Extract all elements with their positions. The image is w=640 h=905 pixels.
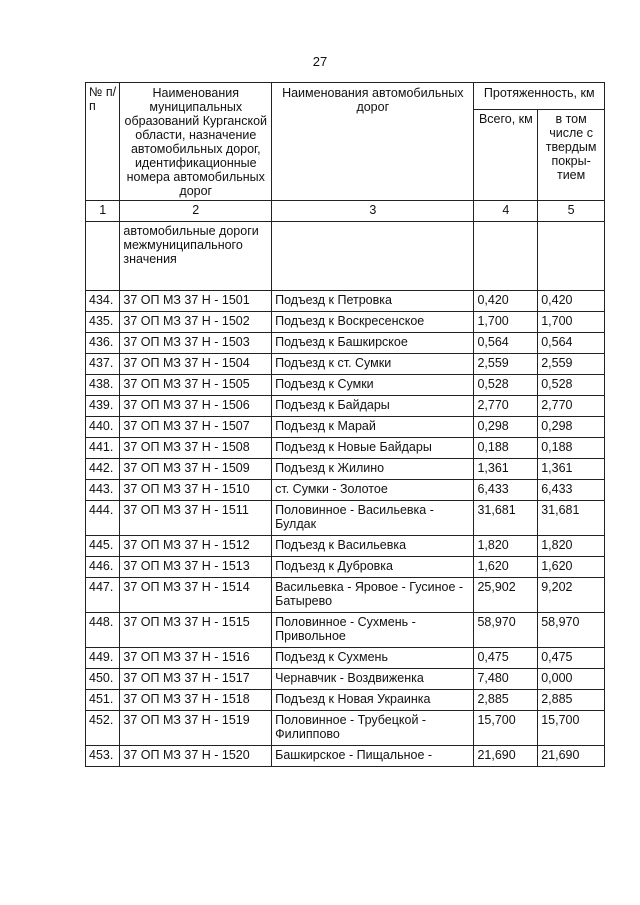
length-hard: 0,528	[538, 375, 605, 396]
table-row	[86, 417, 605, 438]
row-number: 443.	[86, 480, 120, 501]
row-number: 447.	[86, 578, 120, 613]
table-row	[86, 333, 605, 354]
road-id: 37 ОП МЗ 37 Н - 1505	[120, 375, 272, 396]
row-number: 438.	[86, 375, 120, 396]
road-name: Подъезд к Сумки	[272, 375, 474, 396]
row-number: 439.	[86, 396, 120, 417]
road-name: Подъезд к Байдары	[272, 396, 474, 417]
road-id: 37 ОП МЗ 37 Н - 1516	[120, 648, 272, 669]
road-id: 37 ОП МЗ 37 Н - 1514	[120, 578, 272, 613]
road-name: Подъезд к Петровка	[272, 291, 474, 312]
header-length-hard: в том числе с твердым покры-тием	[538, 109, 605, 200]
table-row	[86, 354, 605, 375]
column-index: 3	[272, 201, 474, 222]
table-row	[86, 396, 605, 417]
road-name: Подъезд к Сухмень	[272, 648, 474, 669]
length-hard: 0,298	[538, 417, 605, 438]
row-number: 440.	[86, 417, 120, 438]
length-total: 0,188	[474, 438, 538, 459]
group-cell-empty	[272, 222, 474, 291]
table-row	[86, 459, 605, 480]
length-hard: 9,202	[538, 578, 605, 613]
road-name: Подъезд к Дубровка	[272, 557, 474, 578]
row-number: 441.	[86, 438, 120, 459]
table-row	[86, 711, 605, 746]
length-total: 0,475	[474, 648, 538, 669]
road-id: 37 ОП МЗ 37 Н - 1506	[120, 396, 272, 417]
length-hard: 21,690	[538, 746, 605, 767]
road-id: 37 ОП МЗ 37 Н - 1515	[120, 613, 272, 648]
length-total: 1,820	[474, 536, 538, 557]
table-row	[86, 536, 605, 557]
length-hard: 15,700	[538, 711, 605, 746]
row-number: 449.	[86, 648, 120, 669]
group-label: автомобильные дороги межмуниципального значения	[120, 222, 272, 291]
length-hard: 0,475	[538, 648, 605, 669]
road-id: 37 ОП МЗ 37 Н - 1501	[120, 291, 272, 312]
column-index: 5	[538, 201, 605, 222]
road-name: Чернавчик - Воздвиженка	[272, 669, 474, 690]
length-total: 15,700	[474, 711, 538, 746]
road-id: 37 ОП МЗ 37 Н - 1517	[120, 669, 272, 690]
road-name: Подъезд к Марай	[272, 417, 474, 438]
table-row	[86, 578, 605, 613]
table-row	[86, 438, 605, 459]
roads-table	[85, 82, 605, 767]
road-name: ст. Сумки - Золотое	[272, 480, 474, 501]
length-total: 1,700	[474, 312, 538, 333]
table-row	[86, 312, 605, 333]
length-total: 6,433	[474, 480, 538, 501]
road-name: Половинное - Васильевка - Булдак	[272, 501, 474, 536]
column-index-row	[86, 201, 605, 222]
road-id: 37 ОП МЗ 37 Н - 1519	[120, 711, 272, 746]
road-id: 37 ОП МЗ 37 Н - 1513	[120, 557, 272, 578]
length-hard: 31,681	[538, 501, 605, 536]
group-cell-empty	[474, 222, 538, 291]
row-number: 450.	[86, 669, 120, 690]
header-length-group: Протяженность, км	[474, 83, 605, 110]
road-name: Подъезд к Воскресенское	[272, 312, 474, 333]
length-hard: 1,620	[538, 557, 605, 578]
road-id: 37 ОП МЗ 37 Н - 1518	[120, 690, 272, 711]
table-row	[86, 557, 605, 578]
header-road-name: Наименования автомобильных дорог	[272, 83, 474, 201]
table-row	[86, 669, 605, 690]
row-number: 442.	[86, 459, 120, 480]
road-id: 37 ОП МЗ 37 Н - 1503	[120, 333, 272, 354]
length-hard: 1,700	[538, 312, 605, 333]
row-number: 451.	[86, 690, 120, 711]
length-hard: 58,970	[538, 613, 605, 648]
group-cell-empty	[86, 222, 120, 291]
column-index: 1	[86, 201, 120, 222]
column-index: 2	[120, 201, 272, 222]
road-id: 37 ОП МЗ 37 Н - 1508	[120, 438, 272, 459]
length-hard: 1,361	[538, 459, 605, 480]
length-total: 2,885	[474, 690, 538, 711]
length-hard: 6,433	[538, 480, 605, 501]
length-hard: 0,000	[538, 669, 605, 690]
length-hard: 0,420	[538, 291, 605, 312]
row-number: 436.	[86, 333, 120, 354]
road-name: Подъезд к Новая Украинка	[272, 690, 474, 711]
road-id: 37 ОП МЗ 37 Н - 1520	[120, 746, 272, 767]
row-number: 437.	[86, 354, 120, 375]
group-row	[86, 222, 605, 291]
table-row	[86, 501, 605, 536]
road-id: 37 ОП МЗ 37 Н - 1512	[120, 536, 272, 557]
road-name: Васильевка - Яровое - Гусиное - Батырево	[272, 578, 474, 613]
road-id: 37 ОП МЗ 37 Н - 1507	[120, 417, 272, 438]
length-hard: 2,559	[538, 354, 605, 375]
length-hard: 2,770	[538, 396, 605, 417]
row-number: 434.	[86, 291, 120, 312]
table-row	[86, 613, 605, 648]
length-hard: 0,564	[538, 333, 605, 354]
page-number: 27	[312, 54, 328, 69]
length-total: 7,480	[474, 669, 538, 690]
road-name: Подъезд к Новые Байдары	[272, 438, 474, 459]
table-body	[86, 222, 605, 767]
road-name: Подъезд к Васильевка	[272, 536, 474, 557]
length-total: 2,559	[474, 354, 538, 375]
road-name: Половинное - Сухмень - Привольное	[272, 613, 474, 648]
table-row	[86, 375, 605, 396]
road-name: Подъезд к ст. Сумки	[272, 354, 474, 375]
length-total: 0,564	[474, 333, 538, 354]
row-number: 445.	[86, 536, 120, 557]
row-number: 452.	[86, 711, 120, 746]
road-id: 37 ОП МЗ 37 Н - 1511	[120, 501, 272, 536]
length-total: 58,970	[474, 613, 538, 648]
length-total: 21,690	[474, 746, 538, 767]
road-id: 37 ОП МЗ 37 Н - 1504	[120, 354, 272, 375]
road-id: 37 ОП МЗ 37 Н - 1509	[120, 459, 272, 480]
row-number: 453.	[86, 746, 120, 767]
table-row	[86, 690, 605, 711]
length-total: 25,902	[474, 578, 538, 613]
header-length-total: Всего, км	[474, 109, 538, 200]
length-total: 1,620	[474, 557, 538, 578]
header-num: № п/п	[86, 83, 120, 201]
group-cell-empty	[538, 222, 605, 291]
column-index: 4	[474, 201, 538, 222]
row-number: 444.	[86, 501, 120, 536]
length-total: 2,770	[474, 396, 538, 417]
road-name: Половинное - Трубецкой - Филиппово	[272, 711, 474, 746]
length-total: 0,298	[474, 417, 538, 438]
header-municipality: Наименования муниципальных образований Курганской области, назначение автомобильных дорог, идентификационные номера автомобильных дорог	[120, 83, 272, 201]
table-row	[86, 291, 605, 312]
length-hard: 2,885	[538, 690, 605, 711]
length-hard: 0,188	[538, 438, 605, 459]
row-number: 448.	[86, 613, 120, 648]
road-id: 37 ОП МЗ 37 Н - 1510	[120, 480, 272, 501]
length-total: 1,361	[474, 459, 538, 480]
table-row	[86, 480, 605, 501]
row-number: 435.	[86, 312, 120, 333]
road-name: Подъезд к Башкирское	[272, 333, 474, 354]
length-total: 0,420	[474, 291, 538, 312]
road-name: Подъезд к Жилино	[272, 459, 474, 480]
length-hard: 1,820	[538, 536, 605, 557]
table-row	[86, 746, 605, 767]
header-row	[86, 83, 605, 110]
length-total: 31,681	[474, 501, 538, 536]
road-id: 37 ОП МЗ 37 Н - 1502	[120, 312, 272, 333]
length-total: 0,528	[474, 375, 538, 396]
table-row	[86, 648, 605, 669]
road-name: Башкирское - Пищальное -	[272, 746, 474, 767]
row-number: 446.	[86, 557, 120, 578]
